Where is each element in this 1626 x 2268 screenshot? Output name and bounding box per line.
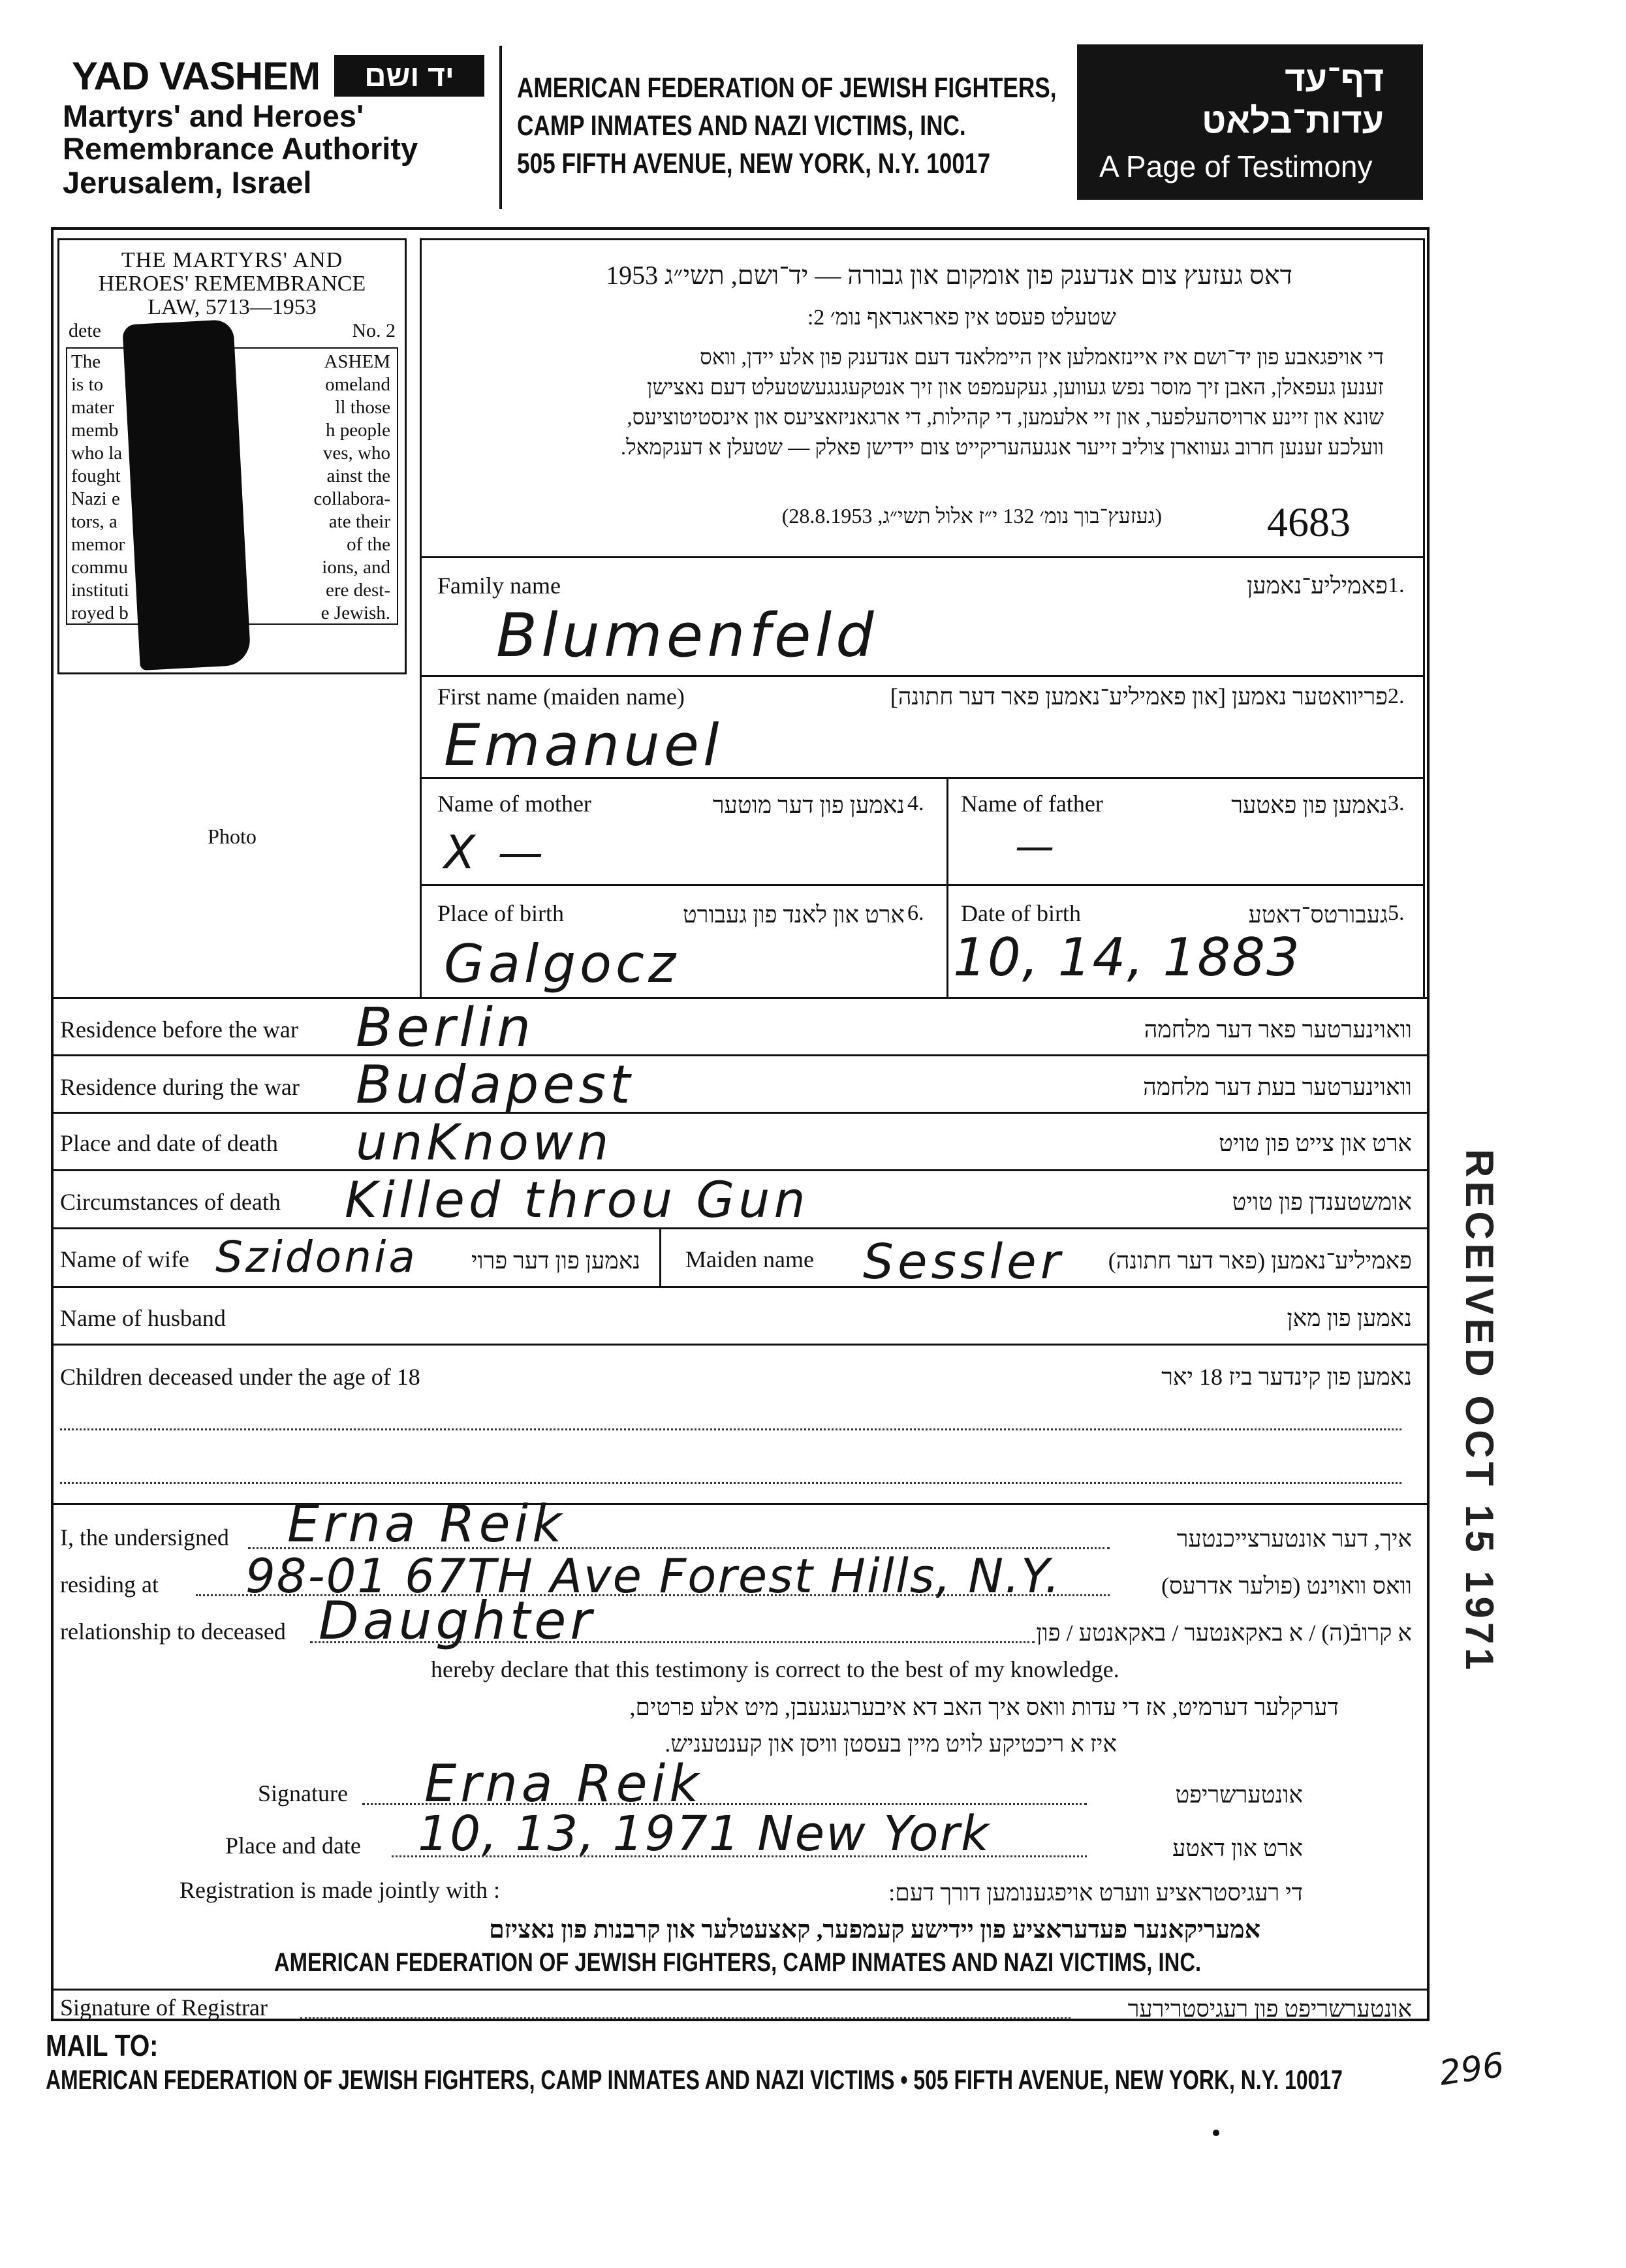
children-label: Children deceased under the age of 18 [60,1364,420,1390]
signature-label: Signature [258,1780,348,1806]
law-box-row-left: who la [71,443,123,464]
death-place-label: Place and date of death [60,1130,278,1156]
place-date-value[interactable]: 10, 13, 1971 New York [418,1806,990,1862]
row-line-2 [51,1112,1430,1114]
birthplace-num: 6. [907,901,924,925]
death-place-value[interactable]: unKnown [356,1113,613,1171]
registration-heb: די רעגיסטראציע ווערט אויפגענומען דורך דעם: [888,1880,1303,1906]
wife-label: Name of wife [60,1246,189,1272]
redaction-block [122,319,251,670]
residing-value[interactable]: 98-01 67TH Ave Forest Hills, N.Y. [245,1549,1061,1603]
yv-hebrew-box: יד ושם [334,55,484,97]
page-number: 4683 [1267,499,1351,545]
field1-bottom [420,675,1425,677]
law-box-row-right: ASHEM [324,351,390,372]
law-subtitle: שטעלט פעסט אין פאראגראף נומ׳ 2: [807,306,1116,330]
maiden-heb: פאמיליע־נאמען (פאר דער חתונה) [1108,1248,1412,1274]
relationship-heb: א קרובֿ(ה) / א באקאנטער / באקאנטע / פון [1036,1620,1412,1646]
law-box-row-left: is to [71,374,104,395]
circumstances-value[interactable]: Killed throu Gun [345,1171,809,1229]
mail-address: AMERICAN FEDERATION OF JEWISH FIGHTERS, CAMP INMATES AND NAZI VICTIMS • 505 FIFTH AVENUE, NEW YORK, N.Y. 10017 [46,2064,1343,2095]
residing-label: residing at [60,1571,159,1598]
children-line-2[interactable] [60,1482,1401,1484]
org-english: AMERICAN FEDERATION OF JEWISH FIGHTERS, CAMP INMATES AND NAZI VICTIMS, INC. [274,1948,1202,1977]
father-heb: נאמען פון פאטער [1231,792,1388,818]
org-hebrew: אמעריקאנער פעדעראציע פון יידישע קעמפער, קאצעטלער און קרבנות פון נאציזם [488,1916,1260,1944]
undersigned-value[interactable]: Erna Reik [287,1495,566,1554]
registrar-heb: אונטערשריפט פון רעגיסטרירער [1127,1996,1412,2022]
circumstances-label: Circumstances of death [60,1189,281,1215]
family-name-num: 1. [1388,573,1405,597]
father-num: 3. [1388,791,1405,815]
af-line1: AMERICAN FEDERATION OF JEWISH FIGHTERS, [517,72,1057,104]
photo-label-outside: Photo [208,825,257,848]
law-box-row-left: instituti [71,580,129,601]
yv-line2: Remembrance Authority [63,131,418,166]
birthdate-value[interactable]: 10, 14, 1883 [953,927,1301,988]
registrar-label: Signature of Registrar [60,1994,268,2021]
row-line-7 [51,1503,1430,1505]
law-box-row-left: royed b [71,603,129,623]
law-box-row-left: fought [71,465,121,486]
wife-divider [659,1227,661,1286]
death-place-heb: ארט און צייט פון טויט [1219,1130,1412,1156]
law-box-row-right: ainst the [326,465,390,486]
mother-value[interactable]: X — [444,826,548,879]
husband-label: Name of husband [60,1305,226,1331]
registrar-line [300,2017,1071,2019]
pot-english: A Page of Testimony [1099,150,1373,183]
place-date-heb: ארט און דאטע [1172,1835,1303,1861]
mail-to: MAIL TO: [46,2028,159,2062]
law-box-line4-no: No. 2 [352,320,396,341]
birthdate-num: 5. [1388,901,1405,925]
mother-heb: נאמען פון דער מוטער [712,792,905,818]
law-box-row-right: h people [325,420,390,441]
row-line-6 [51,1344,1430,1346]
family-name-heb: פאמיליע־נאמען [1247,573,1388,599]
relationship-value[interactable]: Daughter [319,1590,596,1651]
res-before-label: Residence before the war [60,1016,298,1043]
law-title: דאס געזעץ צום אנדענק פון אומקום און גבורה — יד־ושם, תשי״ג 1953 [606,260,1292,290]
law-body-2: זענען געפאלן, האבן זיך מוסר נפש געווען, געקעמפט און זיך אנטקעגנגעשטעלט דעם נאצישן [647,376,1384,400]
maiden-label: Maiden name [685,1246,814,1272]
stray-dot [1213,2130,1219,2136]
first-name-num: 2. [1388,684,1405,708]
birthdate-label: Date of birth [961,900,1081,926]
yv-line3: Jerusalem, Israel [63,165,312,200]
law-box-row-left: commu [71,557,128,578]
law-box-row-right: e Jewish. [321,603,390,623]
place-date-label: Place and date [225,1833,361,1859]
header-divider [499,46,502,209]
signature-value[interactable]: Erna Reik [424,1755,703,1814]
undersigned-heb: איך, דער אונטערצייכנטער [1176,1526,1412,1552]
registrar-top [51,1989,1430,1991]
law-box-row-right: ves, who [322,443,390,464]
row-line-1 [51,1054,1430,1056]
first-name-value[interactable]: Emanuel [444,712,723,779]
yv-line1: Martyrs' and Heroes' [63,99,364,133]
declare-heb-1: דערקלער דערמיט, אז די עדות וואס איך האב דא איבערגעגעבן, מיט אלע פרטים, [629,1694,1339,1720]
pot-hebrew-1: דף־עד [1285,59,1384,99]
handwritten-number: 296 [1437,2045,1507,2094]
law-box-row-right: ate their [328,511,390,532]
law-body-4: וועלכע זענען חרוב געווארן צוליב זייער אנגעהעריקייט צום יידישן פאלק — שטעלן א דענקמאל. [620,436,1384,460]
yv-name: YAD VASHEM [72,54,321,98]
birthplace-heb: ארט און לאנד פון געבורט [683,902,905,928]
law-box-row-left: Nazi e [71,488,120,509]
field-col-divider [946,777,948,997]
law-box-row-left: mater [71,397,115,418]
signature-heb: אונטערשריפט [1175,1782,1303,1808]
res-during-value[interactable]: Budapest [356,1054,634,1115]
page-of-testimony-box [1077,44,1423,200]
law-box-line3: LAW, 5713—1953 [148,295,317,319]
maiden-value[interactable]: Sessler [863,1234,1065,1290]
law-box-line2: HEROES' REMEMBRANCE [98,272,366,296]
law-box-line1: THE MARTYRS' AND [121,248,343,272]
field34-bottom [420,884,1425,886]
children-heb: נאמען פון קינדער ביז 18 יאר [1161,1364,1412,1390]
declare-en: hereby declare that this testimony is correct to the best of my knowledge. [431,1656,1119,1682]
law-box [57,238,407,674]
registration-label: Registration is made jointly with : [180,1877,500,1903]
law-box-row-left: tors, a [71,511,117,532]
wife-heb: נאמען פון דער פרוי [471,1248,640,1274]
res-during-label: Residence during the war [60,1074,300,1100]
father-value[interactable]: — [1015,824,1058,870]
relationship-label: relationship to deceased [60,1618,286,1645]
birthplace-label: Place of birth [437,900,564,926]
law-body-3: שונא און זיינע ארויסהעלפער, און זיי אלעמען, די קהילות, די ארגאניזאציעס און אינסטיטוציעס, [627,406,1384,430]
law-box-row-right: omeland [325,374,390,395]
law-box-row-right: ions, and [322,557,390,578]
law-box-row-right: of the [347,534,390,555]
law-box-row-left: memb [71,420,119,441]
family-name-value[interactable]: Blumenfeld [496,601,878,670]
law-box-row-left: The [71,351,101,372]
undersigned-label: I, the undersigned [60,1524,229,1551]
law-body-1: די אויפגאבע פון יד־ושם איז איינזאמלען אין היימלאנד דעם אנדענק פון אלע יידן, וואס [699,346,1384,370]
wife-value[interactable]: Szidonia [215,1232,418,1282]
first-name-heb: פריוואטער נאמען [און פאמיליע־נאמען פאר דער חתונה] [890,684,1388,710]
birthplace-value[interactable]: Galgocz [444,934,680,994]
res-during-heb: וואוינערטער בעת דער מלחמה [1143,1074,1412,1100]
law-box-row-right: ere dest- [325,580,390,601]
res-before-heb: וואוינערטער פאר דער מלחמה [1144,1016,1412,1043]
father-label: Name of father [961,791,1103,817]
residing-heb: וואס וואוינט (פולער אדרעס) [1161,1573,1412,1599]
declare-heb-2: איז א ריכטיקע לויט מיין בעסטן וויסן און קענטעניש. [664,1731,1117,1757]
af-line3: 505 FIFTH AVENUE, NEW YORK, N.Y. 10017 [517,148,991,180]
mother-num: 4. [907,791,924,815]
family-name-label: Family name [437,573,561,599]
children-line-1[interactable] [60,1428,1401,1430]
fields-bottom [51,997,1430,999]
mother-label: Name of mother [437,791,591,817]
received-stamp: RECEIVED OCT 15 1971 [1458,1149,1501,1674]
law-text-box [420,238,1425,558]
res-before-value[interactable]: Berlin [356,997,535,1059]
pot-hebrew-2: עדות־בלאט [1202,101,1384,140]
birthdate-heb: געבורטס־דאטע [1248,902,1388,928]
af-line2: CAMP INMATES AND NAZI VICTIMS, INC. [517,110,966,142]
law-box-row-right: ll those [335,397,390,418]
law-gazette: (געזעץ־בוך נומ׳ 132 י״ז אלול תשי״ג, 28.8.1953) [781,504,1162,528]
circumstances-heb: אומשטענדן פון טויט [1232,1189,1412,1215]
row-line-5 [51,1286,1430,1288]
husband-heb: נאמען פון מאן [1287,1305,1412,1331]
first-name-label: First name (maiden name) [437,684,685,710]
law-box-row-right: collabora- [313,488,390,509]
law-box-row-left: memor [71,534,125,555]
law-box-line4-start: dete [69,320,101,341]
